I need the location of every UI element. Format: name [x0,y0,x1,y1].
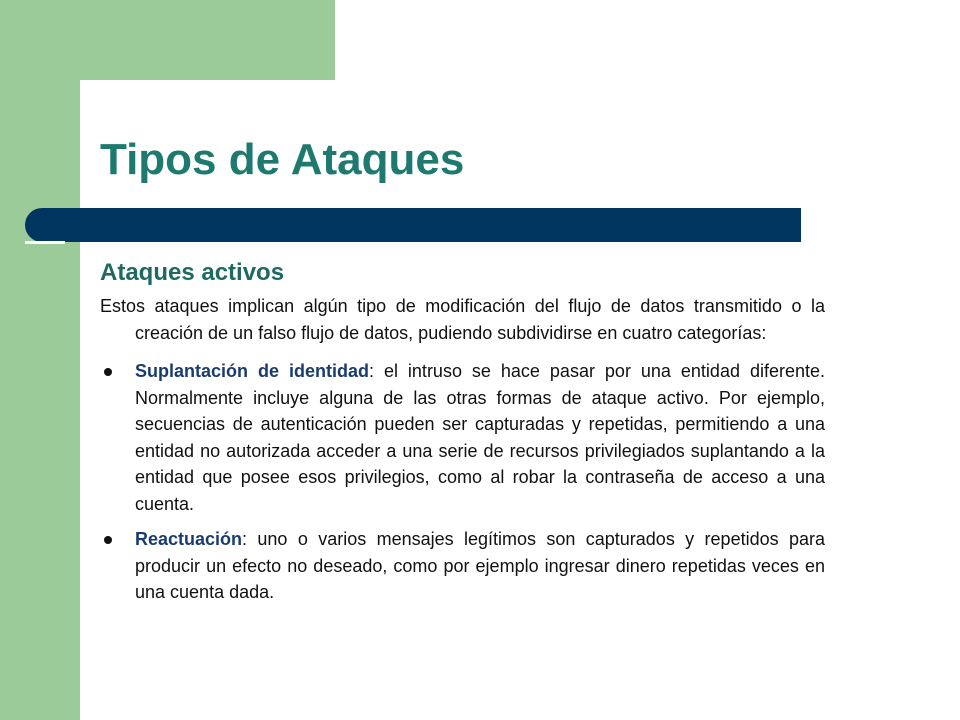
intro-paragraph: Estos ataques implican algún tipo de modificación del flujo de datos transmitido o la creación de un falso flujo de datos, pudiendo subdividirse en cuatro categorías: [100,296,825,343]
bullet-icon [104,368,112,376]
bullet-icon [104,536,112,544]
bullet-list [100,358,825,606]
slide-subtitle: Ataques activos [100,259,285,286]
rounded-corner [80,80,140,140]
slide-content [100,258,825,615]
list-item [100,526,825,606]
list-item [100,358,825,517]
sidebar-accent [0,0,80,720]
slide-title: Tipos de Ataques [100,135,465,184]
divider-notch [25,241,65,244]
title-divider-bar [25,208,801,242]
bullet-term: Reactuación [135,529,243,549]
bullet-text: : el intruso se hace pasar por una entidad diferente. Normalmente incluye alguna de las otras formas de ataque activo. Por ejemplo, secuencias de autenticación pueden ser capturadas y repetidas, permitiendo a una entidad no autorizada acceder a una serie de recursos privilegiados suplantando a la entidad que posee esos privilegios, como al robar la contraseña de acceso a una cuenta. [135,361,825,514]
bullet-text: : uno o varios mensajes legítimos son capturados y repetidos para producir un efecto no deseado, como por ejemplo ingresar dinero repetidas veces en una cuenta dada. [135,529,825,602]
top-accent [0,0,335,80]
bullet-term: Suplantación de identidad [135,361,369,381]
